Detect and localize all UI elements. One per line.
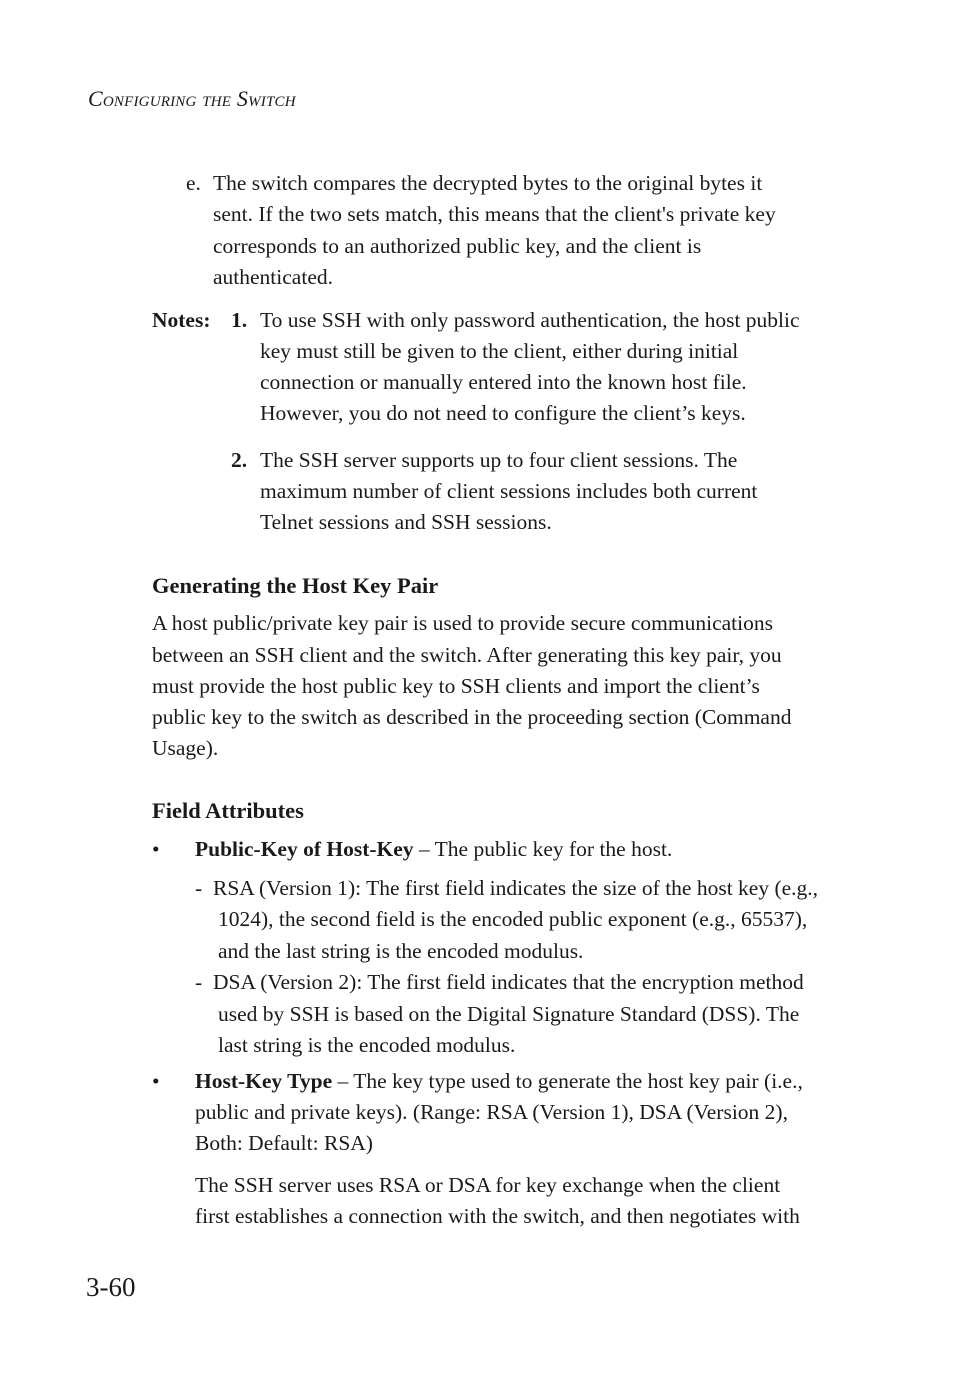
sub-line: and the last string is the encoded modulus. bbox=[218, 939, 584, 963]
bullet-line bbox=[195, 1071, 803, 1093]
paragraph-line: first establishes a connection with the switch, and then negotiates with bbox=[195, 1204, 800, 1228]
paragraph-line: must provide the host public key to SSH clients and import the client’s bbox=[152, 674, 760, 698]
paragraph-line: between an SSH client and the switch. After generating this key pair, you bbox=[152, 643, 782, 667]
note-line: key must still be given to the client, either during initial bbox=[260, 339, 739, 363]
notes-label: Notes: bbox=[152, 308, 211, 332]
bullet-icon: • bbox=[152, 1069, 160, 1093]
note-line: To use SSH with only password authentication, the host public bbox=[260, 308, 800, 332]
section-heading-generating: Generating the Host Key Pair bbox=[152, 573, 439, 598]
field-term: Public-Key of Host-Key bbox=[195, 837, 414, 861]
page-number: 3-60 bbox=[86, 1272, 136, 1302]
note-line: maximum number of client sessions includes both current bbox=[260, 479, 758, 503]
dash-icon: - bbox=[195, 970, 203, 994]
field-desc: – The key type used to generate the host key pair (i.e., bbox=[332, 1069, 803, 1093]
note-number: 1. bbox=[231, 308, 248, 332]
bullet-line: public and private keys). (Range: RSA (Version 1), DSA (Version 2), bbox=[195, 1100, 788, 1124]
paragraph-line: A host public/private key pair is used to provide secure communications bbox=[152, 611, 773, 635]
section-heading-fields: Field Attributes bbox=[152, 798, 304, 823]
sub-line: used by SSH is based on the Digital Signature Standard (DSS). The bbox=[218, 1002, 800, 1026]
note-line: The SSH server supports up to four client sessions. The bbox=[260, 448, 738, 472]
paragraph-line: Usage). bbox=[152, 736, 219, 760]
step-e-line: corresponds to an authorized public key, and the client is bbox=[213, 234, 702, 258]
note-line: Telnet sessions and SSH sessions. bbox=[260, 510, 552, 534]
note-number: 2. bbox=[231, 448, 248, 472]
bullet-line: Both: Default: RSA) bbox=[195, 1131, 373, 1155]
paragraph-line: The SSH server uses RSA or DSA for key exchange when the client bbox=[195, 1173, 781, 1197]
sub-line: 1024), the second field is the encoded public exponent (e.g., 65537), bbox=[218, 907, 808, 931]
step-e-line: authenticated. bbox=[213, 265, 333, 289]
sub-line: RSA (Version 1): The first field indicates the size of the host key (e.g., bbox=[213, 876, 819, 900]
running-head: Configuring the Switch bbox=[88, 86, 296, 111]
note-line: However, you do not need to configure the client’s keys. bbox=[260, 401, 746, 425]
paragraph-line: public key to the switch as described in the proceeding section (Command bbox=[152, 705, 792, 729]
step-e-marker: e. bbox=[186, 171, 201, 195]
step-e-line: The switch compares the decrypted bytes to the original bytes it bbox=[213, 171, 763, 195]
sub-line: last string is the encoded modulus. bbox=[218, 1033, 516, 1057]
note-line: connection or manually entered into the known host file. bbox=[260, 370, 747, 394]
field-desc: – The public key for the host. bbox=[413, 837, 673, 861]
field-term: Host-Key Type bbox=[195, 1069, 333, 1093]
sub-line: DSA (Version 2): The first field indicates that the encryption method bbox=[213, 970, 804, 994]
bullet-icon: • bbox=[152, 837, 160, 861]
dash-icon: - bbox=[195, 876, 203, 900]
bullet-line bbox=[195, 839, 672, 861]
step-e-line: sent. If the two sets match, this means that the client's private key bbox=[213, 202, 776, 226]
